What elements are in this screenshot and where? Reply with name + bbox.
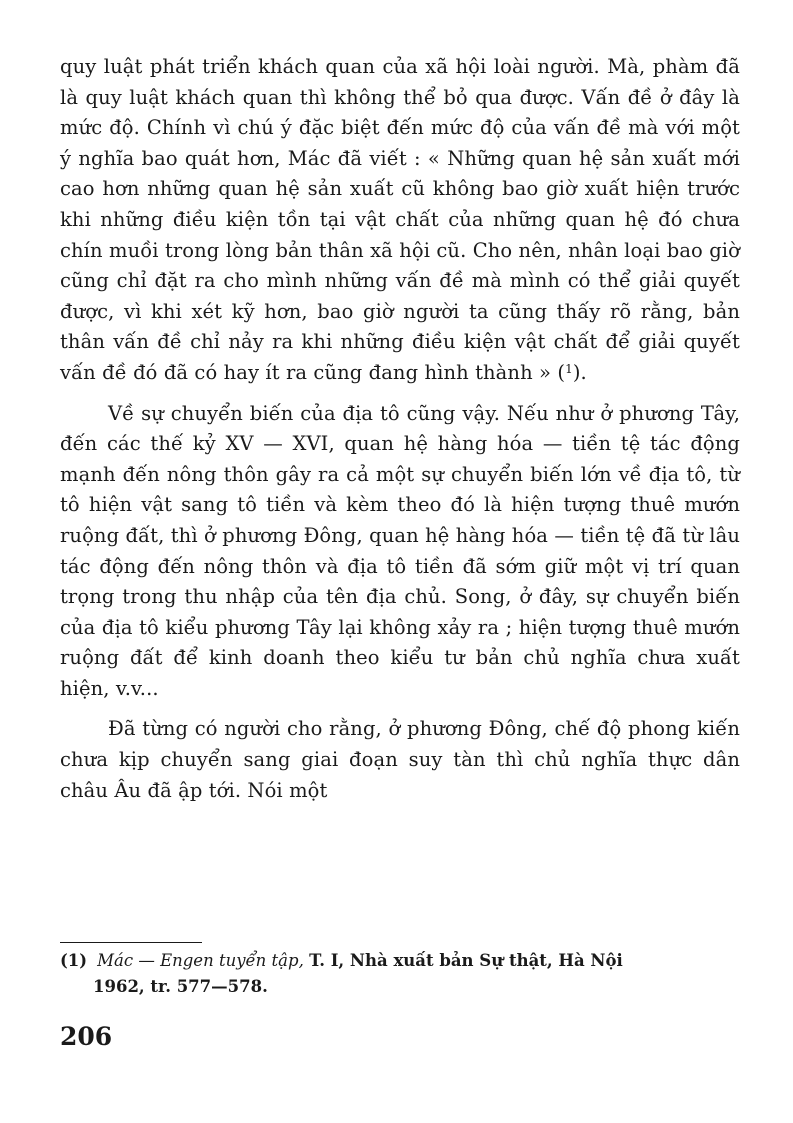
paragraph-2: Về sự chuyển biến của địa tô cũng vậy. Nếu như ở phương Tây, đến các thế kỷ XV — XVI, quan hệ hàng hóa — tiền tệ tác động mạnh đến nông thôn gây ra cả một sự chuyển biến lớn về địa tô, từ tô hiện vật sang tô tiền và kèm theo đó là hiện tượng thuê mướn ruộng đất, thì ở phương Đông, quan hệ hàng hóa — tiền tệ đã từ lâu tác động đến nông thôn và địa tô tiền đã sớm giữ một vị trí quan trọng trong thu nhập của tên địa chủ. Song, ở đây, sự chuyển biến của địa tô kiểu phương Tây lại không xảy ra ; hiện tượng thuê mướn ruộng đất để kinh doanh theo kiểu tư bản chủ nghĩa chưa xuất hiện, v.v...: [60, 401, 740, 700]
footnote-ref: 1: [565, 361, 573, 376]
footnote-divider: [60, 942, 202, 943]
footnote-mark: (1): [60, 951, 88, 970]
footnote: [60, 948, 740, 1000]
footnote-publisher: T. I, Nhà xuất bản Sự thật, Hà Nội: [309, 951, 623, 970]
footnote-title: Mác — Engen tuyển tập,: [97, 951, 304, 970]
paragraph-1-tail: ).: [572, 360, 587, 384]
page-body: [60, 52, 740, 806]
footnote-pages: 1962, tr. 577—578.: [93, 977, 268, 996]
paragraph-1-text: quy luật phát triển khách quan của xã hội loài người. Mà, phàm đã là quy luật khách quan thì không thể bỏ qua được. Vấn đề ở đây là mức độ. Chính vì chú ý đặc biệt đến mức độ của vấn đề mà với một ý nghĩa bao quát hơn, Mác đã viết : « Những quan hệ sản xuất mới cao hơn những quan hệ sản xuất cũ không bao giờ xuất hiện trước khi những điều kiện tồn tại vật chất của những quan hệ đó chưa chín muồi trong lòng bản thân xã hội cũ. Cho nên, nhân loại bao giờ cũng chỉ đặt ra cho mình những vấn đề mà mình có thể giải quyết được, vì khi xét kỹ hơn, bao giờ người ta cũng thấy rõ rằng, bản thân vấn đề chỉ nảy ra khi những điều kiện vật chất để giải quyết vấn đề đó đã có hay ít ra cũng đang hình thành » (: [60, 55, 740, 384]
paragraph-1: [60, 52, 740, 389]
paragraph-3: Đã từng có người cho rằng, ở phương Đông, chế độ phong kiến chưa kịp chuyển sang giai đoạn suy tàn thì chủ nghĩa thực dân châu Âu đã ập tới. Nói một: [60, 717, 740, 802]
page-number: 206: [60, 1022, 113, 1051]
